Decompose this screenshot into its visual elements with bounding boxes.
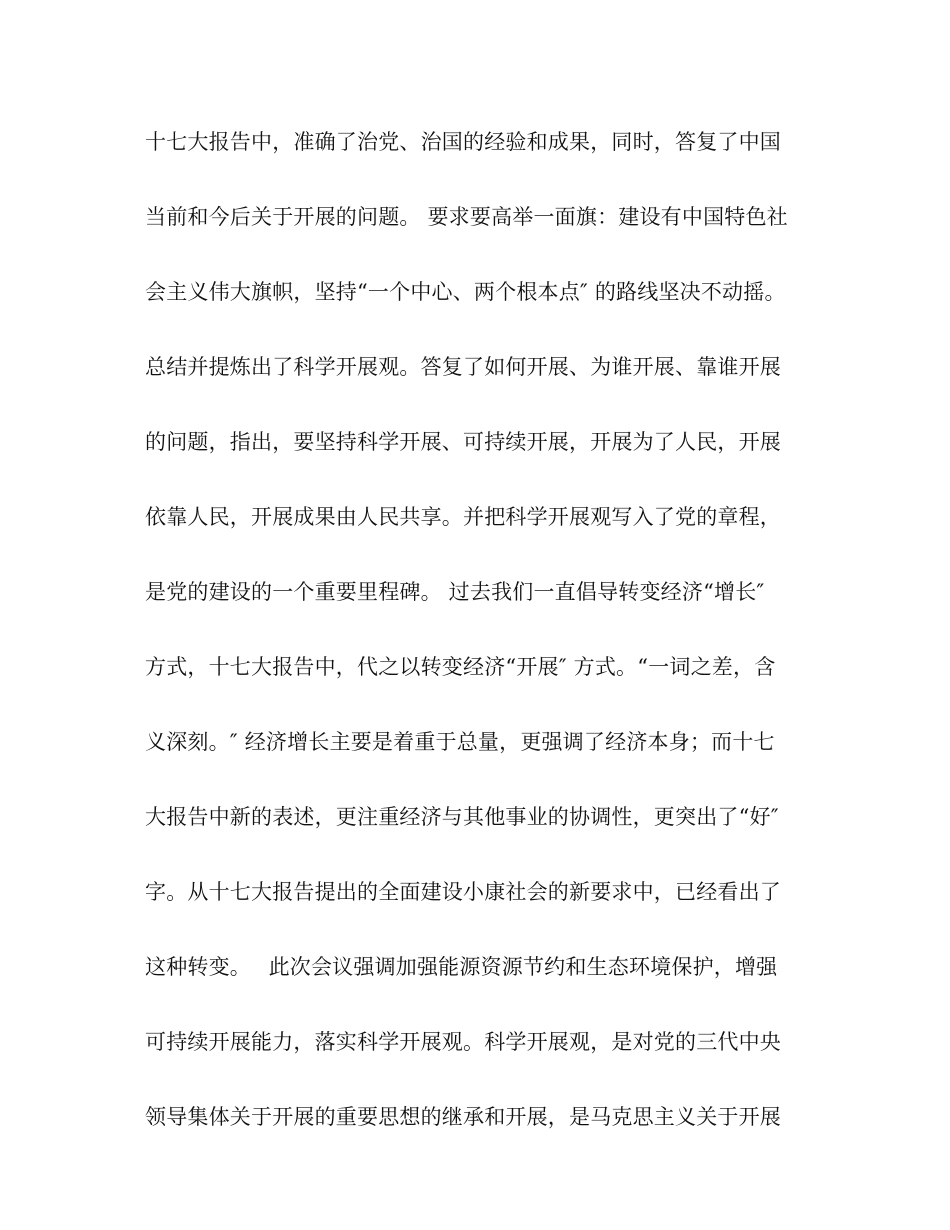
text-line: 义深刻。″ 经济增长主要是着重于总量，更强调了经济本身；而十七 xyxy=(145,730,775,754)
text-line: 字。从十七大报告提出的全面建设小康社会的新要求中，已经看出了 xyxy=(145,880,781,904)
text-line: 依靠人民，开展成果由人民共享。并把科学开展观写入了党的章程， xyxy=(145,505,781,529)
text-line: 的问题，指出，要坚持科学开展、可持续开展，开展为了人民，开展 xyxy=(145,430,781,454)
text-line: 是党的建设的一个重要里程碑。 过去我们一直倡导转变经济“增长″ xyxy=(145,580,765,604)
text-line: 大报告中新的表述，更注重经济与其他事业的协调性，更突出了“好″ xyxy=(145,805,779,829)
text-line: 领导集体关于开展的重要思想的继承和开展，是马克思主义关于开展 xyxy=(145,1105,781,1129)
body-text xyxy=(145,124,805,1174)
text-line: 总结并提炼出了科学开展观。答复了如何开展、为谁开展、靠谁开展 xyxy=(145,355,781,379)
text-line: 可持续开展能力，落实科学开展观。科学开展观，是对党的三代中央 xyxy=(145,1030,781,1054)
text-line: 这种转变。 此次会议强调加强能源资源节约和生态环境保护，增强 xyxy=(145,955,778,979)
text-line: 十七大报告中，准确了治党、治国的经验和成果，同时，答复了中国 xyxy=(145,130,781,154)
text-line: 当前和今后关于开展的问题。 要求要高举一面旗：建设有中国特色社 xyxy=(145,205,788,229)
text-line: 会主义伟大旗帜，坚持“一个中心、两个根本点″ 的路线坚决不动摇。 xyxy=(145,280,786,304)
text-line: 方式，十七大报告中，代之以转变经济“开展″ 方式。“一词之差，含 xyxy=(145,655,776,679)
